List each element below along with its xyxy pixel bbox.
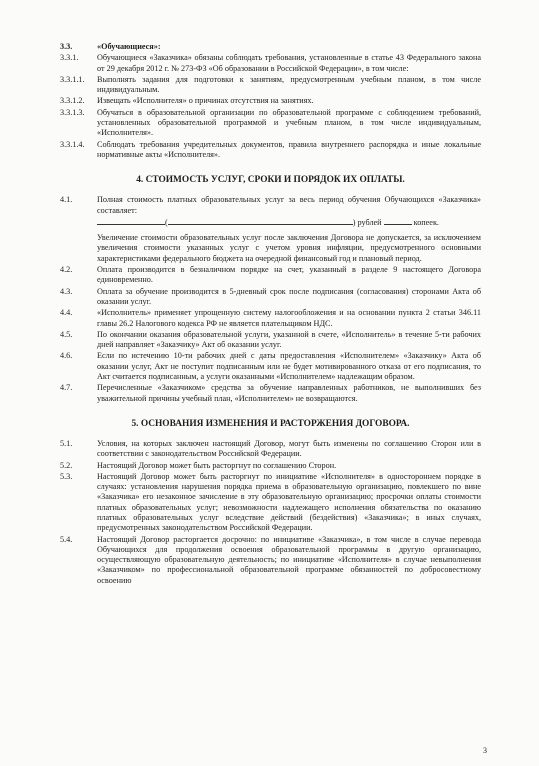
clause-text: «Исполнитель» применяет упрощенную систему налогообложения и на основании пункта 2 статьи 346.11 главы 26.2 Налогового кодекса РФ не является плательщиком НДС. xyxy=(97,308,481,328)
clause-item xyxy=(60,383,481,404)
clause-item xyxy=(60,75,481,96)
clause-item xyxy=(60,287,481,308)
clause-item xyxy=(60,140,481,161)
clause-number: 4.6. xyxy=(60,351,73,361)
clause-item xyxy=(60,308,481,329)
clause-number: 3.3.1.2. xyxy=(60,96,85,106)
clause-item xyxy=(60,265,481,286)
amount-words-blank xyxy=(168,216,353,225)
section-5-list xyxy=(60,439,481,586)
clause-number: 5.2. xyxy=(60,460,73,470)
clause-3-3-list xyxy=(60,53,481,160)
clause-text: Извещать «Исполнителя» о причинах отсутствия на занятиях. xyxy=(97,96,314,106)
kopecks-blank xyxy=(384,216,412,225)
clause-number: 4.7. xyxy=(60,383,73,393)
clause-number: 5.3. xyxy=(60,471,73,481)
clause-number: 3.3.1.1. xyxy=(60,74,85,84)
clause-item xyxy=(60,108,481,139)
clause-4-1-extra: Увеличение стоимости образовательных услуг после заключения Договора не допускается, за исключением увеличения стоимости указанных услуг с учетом уровня инфляции, предусмотренного основными характеристиками федерального бюджета на очередной финансовый год и плановый период. xyxy=(97,233,481,263)
clause-title: «Обучающиеся»: xyxy=(97,42,161,51)
clause-item xyxy=(60,461,481,471)
clause-text xyxy=(97,195,481,264)
clause-text: Перечисленные «Заказчиком» средства за обучение направленных работников, не выполнивших без уважительной причины учебный план, «Исполнителем» не возвращаются. xyxy=(97,383,481,403)
clause-text: Оплата производится в безналичном порядке на счет, указанный в разделе 9 настоящего Договора единовременно. xyxy=(97,265,481,285)
clause-text: Настоящий Договор расторгается досрочно: по инициативе «Заказчика», в том числе в случае перевода Обучающихся для продолжения освоения образовательной программы в другую организацию, осуществляющую образовательную деятельность; по инициативе «Исполнителя» в случае невыполнения «Заказчиком» по профессиональной образовательной программе обязанностей по добросовестному освоению xyxy=(97,534,481,585)
clause-text: По окончании оказания образовательной услуги, указанной в счете, «Исполнитель» в течение 5-ти рабочих дней направляет «Заказчику» Акт об оказании услуг. xyxy=(97,329,481,350)
clause-item xyxy=(60,535,481,586)
clause-text: Оплата за обучение производится в 5-дневный срок после подписания (согласования) сторонами Акта об оказании услуг. xyxy=(97,286,481,306)
section-4-list xyxy=(60,265,481,404)
clause-item xyxy=(60,439,481,460)
clause-text: Настоящий Договор может быть расторгнут по соглашению Сторон. xyxy=(97,460,337,470)
clause-number: 3.3.1. xyxy=(60,53,79,63)
amount-digits-blank xyxy=(97,216,165,225)
clause-4-1-text: Полная стоимость платных образовательных услуг за весь период обучения Обучающихся «Заказчика» составляет: xyxy=(97,195,481,215)
clause-number: 4.1. xyxy=(60,195,73,205)
clause-number: 5.4. xyxy=(60,534,73,544)
clause-number: 5.1. xyxy=(60,438,73,448)
open-paren: ( xyxy=(165,217,168,227)
section-5-title: 5. ОСНОВАНИЯ ИЗМЕНЕНИЯ И РАСТОРЖЕНИЯ ДОГОВОРА. xyxy=(131,418,410,429)
clause-number: 4.5. xyxy=(60,329,73,339)
clause-text: Условия, на которых заключен настоящий Договор, могут быть изменены по соглашению Сторон или в соответствии с законодательством Российской Федерации. xyxy=(97,438,481,459)
clause-number: 3.3.1.3. xyxy=(60,107,85,117)
section-4-title: 4. СТОИМОСТЬ УСЛУГ, СРОКИ И ПОРЯДОК ИХ ОПЛАТЫ. xyxy=(136,175,405,186)
clause-number: 3.3. xyxy=(60,42,73,51)
clause-item xyxy=(60,472,481,534)
clause-3-3-heading xyxy=(60,42,481,52)
clause-item xyxy=(60,96,481,106)
clause-number: 4.2. xyxy=(60,265,73,275)
clause-item xyxy=(60,330,481,351)
clause-text: Настоящий Договор может быть расторгнут по инициативе «Исполнителя» в одностороннем порядке в случаях: установления нарушения порядка приема в образовательную организацию, повлекшего по вине «Заказчика» его незаконное зачисление в эту образовательную организацию; просрочки оплаты стоимости платных образовательных услуг; невозможности надлежащего исполнения обязательства по оказанию платных образовательных услуг вследствие действий (бездействия) «Заказчика»; в иных случаях, предусмотренных законодательством Российской Федерации. xyxy=(97,471,481,533)
clause-4-1 xyxy=(60,195,481,264)
rubles-label: ) рублей xyxy=(352,217,382,227)
clause-text: Обучаться в образовательной организации по образовательной программе с соблюдением требований, установленных образовательной программой и учебным планом, в том числе индивидуальным, «Исполнителя». xyxy=(97,107,481,138)
clause-text: Выполнять задания для подготовки к занятиям, предусмотренным учебным планом, в том числе индивидуальным. xyxy=(97,74,481,95)
clause-text: Если по истечению 10-ти рабочих дней с даты предоставления «Исполнителем» «Заказчику» Акта об оказании услуг, Акт не поступит подписанным или не будет мотивированного отказа от его подписания, то Акт считается подписанным, а услуги оказанными «Исполнителем» надлежащим образом. xyxy=(97,351,481,382)
clause-text: Соблюдать требования учредительных документов, правила внутреннего распорядка и иные локальные нормативные акты «Исполнителя». xyxy=(97,139,481,159)
clause-item xyxy=(60,351,481,382)
page-number: 3 xyxy=(483,745,487,755)
clause-number: 4.4. xyxy=(60,308,73,318)
clause-number: 3.3.1.4. xyxy=(60,139,85,149)
clause-number: 4.3. xyxy=(60,286,73,296)
clause-text: Обучающиеся «Заказчика» обязаны соблюдать требования, установленные в статье 43 Федерального закона от 29 декабря 2012 г. № 273-ФЗ «Об образовании в Российской Федерации», в том числе: xyxy=(97,53,481,73)
clause-item xyxy=(60,53,481,74)
kopecks-label: копеек. xyxy=(413,217,439,227)
